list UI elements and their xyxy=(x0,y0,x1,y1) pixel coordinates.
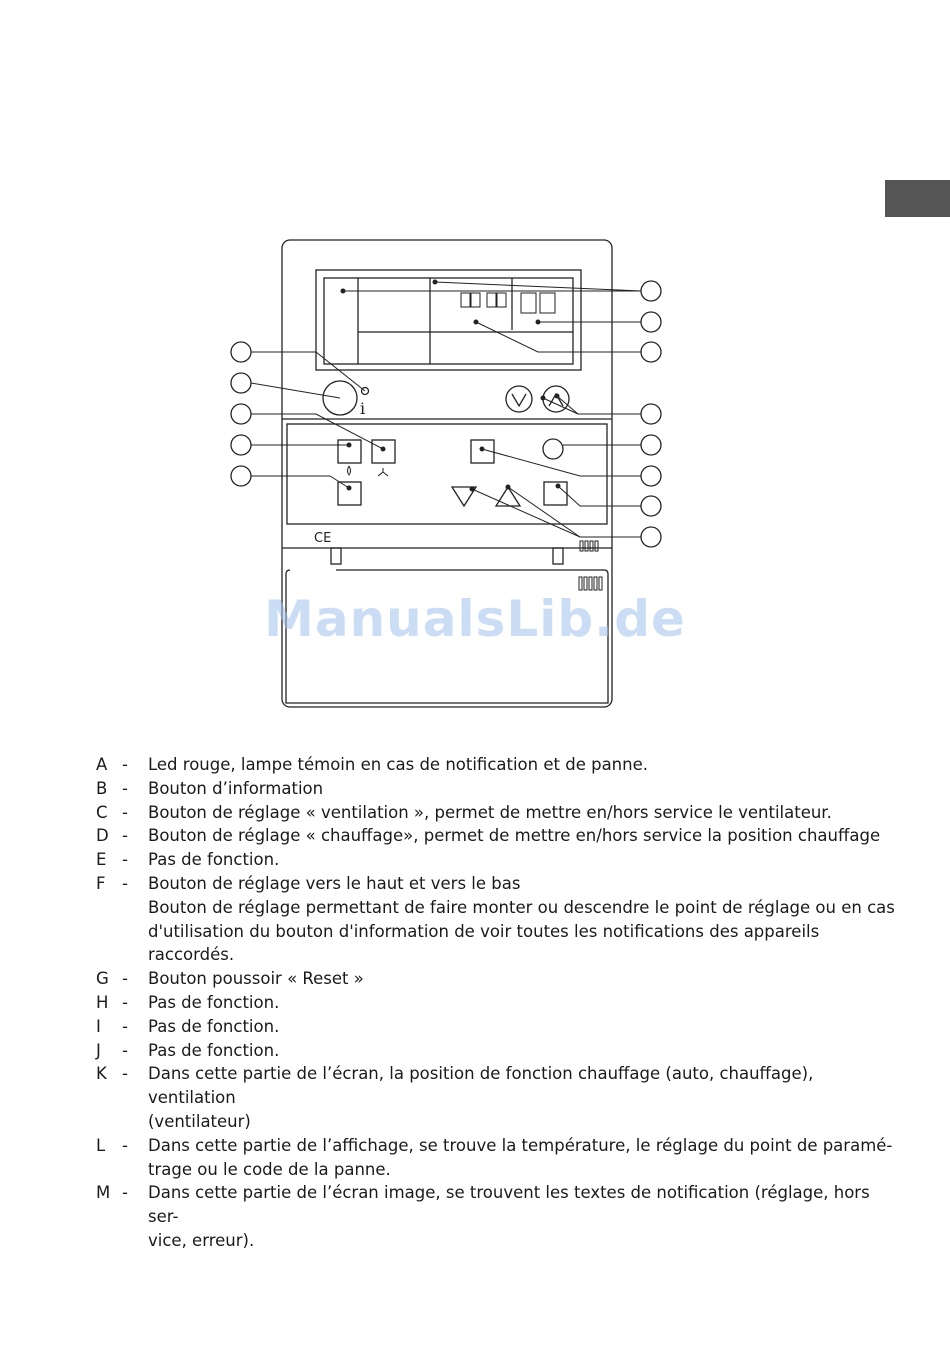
legend-letter: L xyxy=(96,1135,106,1155)
j-button xyxy=(544,482,567,505)
legend-letter: B xyxy=(96,778,108,798)
legend-line: Bouton de réglage permettant de faire monter ou descendre le point de réglage ou en cas xyxy=(148,897,895,917)
legend-letter: F xyxy=(96,873,106,893)
legend-description xyxy=(148,1134,896,1182)
display-frame xyxy=(316,270,581,370)
display-digits xyxy=(461,293,555,313)
legend-line: Bouton poussoir « Reset » xyxy=(148,969,364,989)
legend-description xyxy=(148,991,896,1015)
legend-line: Bouton de réglage « chauffage», permet de mettre en/hors service la position chauffage xyxy=(148,826,881,846)
legend-separator: - xyxy=(122,1064,128,1084)
legend-separator: - xyxy=(122,873,128,893)
legend-line: vice, erreur). xyxy=(148,1230,255,1250)
ventilation-button xyxy=(372,440,395,463)
legend-item xyxy=(96,1134,896,1182)
legend-item xyxy=(96,1062,896,1133)
svg-text:i: i xyxy=(360,399,366,418)
legend-separator: - xyxy=(122,969,128,989)
legend-item xyxy=(96,1039,896,1063)
legend-separator: - xyxy=(122,755,128,774)
legend-description xyxy=(148,824,896,848)
legend-line: Bouton d’information xyxy=(148,778,324,798)
legend-separator: - xyxy=(122,992,128,1012)
down-round-button xyxy=(506,386,532,412)
legend-description xyxy=(148,967,896,991)
legend-description xyxy=(148,1039,896,1063)
legend-list xyxy=(96,753,896,1253)
legend-separator: - xyxy=(122,826,128,846)
legend-line: (ventilateur) xyxy=(148,1111,251,1131)
legend-separator: - xyxy=(122,1016,128,1036)
button-panel xyxy=(287,424,607,524)
legend-item xyxy=(96,824,896,848)
legend-description xyxy=(148,848,896,872)
legend-letter: H xyxy=(96,992,109,1012)
legend-letter: A xyxy=(96,755,108,774)
legend-item xyxy=(96,1181,896,1252)
legend-description xyxy=(148,1181,896,1252)
legend-separator: - xyxy=(122,850,128,870)
legend-separator: - xyxy=(122,1183,128,1203)
legend-letter: D xyxy=(96,826,109,846)
legend-separator: - xyxy=(122,802,128,822)
legend-separator: - xyxy=(122,778,128,798)
legend-letter: E xyxy=(96,850,107,870)
legend-line: Dans cette partie de l’affichage, se trouve la température, le réglage du point de paramé- xyxy=(148,1135,893,1155)
legend-separator: - xyxy=(122,1135,128,1155)
legend-item xyxy=(96,753,896,777)
e-button xyxy=(338,482,361,505)
legend-line: Led rouge, lampe témoin en cas de notification et de panne. xyxy=(148,755,648,774)
reset-button xyxy=(543,439,563,459)
watermark: ManualsLib.de xyxy=(264,590,686,648)
legend-item xyxy=(96,967,896,991)
legend-item xyxy=(96,801,896,825)
legend-letter: G xyxy=(96,969,109,989)
legend-line: Dans cette partie de l’écran image, se trouvent les textes de notification (réglage, hors ser- xyxy=(148,1183,870,1227)
legend-description xyxy=(148,1015,896,1039)
legend-line: Pas de fonction. xyxy=(148,992,280,1012)
legend-item xyxy=(96,848,896,872)
leader-lines xyxy=(251,282,641,537)
legend-letter: J xyxy=(96,1040,101,1060)
callout-circles-right xyxy=(641,281,661,547)
legend-item xyxy=(96,991,896,1015)
legend-description xyxy=(148,801,896,825)
legend-item xyxy=(96,1015,896,1039)
legend-item xyxy=(96,777,896,801)
legend-line: Pas de fonction. xyxy=(148,1016,280,1036)
up-triangle-button xyxy=(496,487,520,506)
legend-line: Bouton de réglage « ventilation », permet de mettre en/hors service le ventilateur. xyxy=(148,802,832,822)
legend-line: Pas de fonction. xyxy=(148,1040,280,1060)
svg-text:CE: CE xyxy=(314,531,332,546)
callout-circles-left xyxy=(231,342,251,486)
legend-line: Bouton de réglage vers le haut et vers le bas xyxy=(148,873,521,893)
legend-line: Dans cette partie de l’écran, la position de fonction chauffage (auto, chauffage), ventilation xyxy=(148,1064,814,1108)
legend-item xyxy=(96,872,896,967)
legend-letter: K xyxy=(96,1064,107,1084)
legend-line: d'utilisation du bouton d'information de voir toutes les notifications des appareils raccordés. xyxy=(148,921,820,965)
legend-description xyxy=(148,753,896,777)
legend-line: trage ou le code de la panne. xyxy=(148,1159,391,1179)
legend-letter: C xyxy=(96,802,108,822)
legend-description xyxy=(148,872,896,967)
legend-line: Pas de fonction. xyxy=(148,850,280,870)
legend-letter: M xyxy=(96,1183,111,1203)
legend-letter: I xyxy=(96,1016,101,1036)
legend-description xyxy=(148,777,896,801)
legend-description xyxy=(148,1062,896,1133)
legend-separator: - xyxy=(122,1040,128,1060)
